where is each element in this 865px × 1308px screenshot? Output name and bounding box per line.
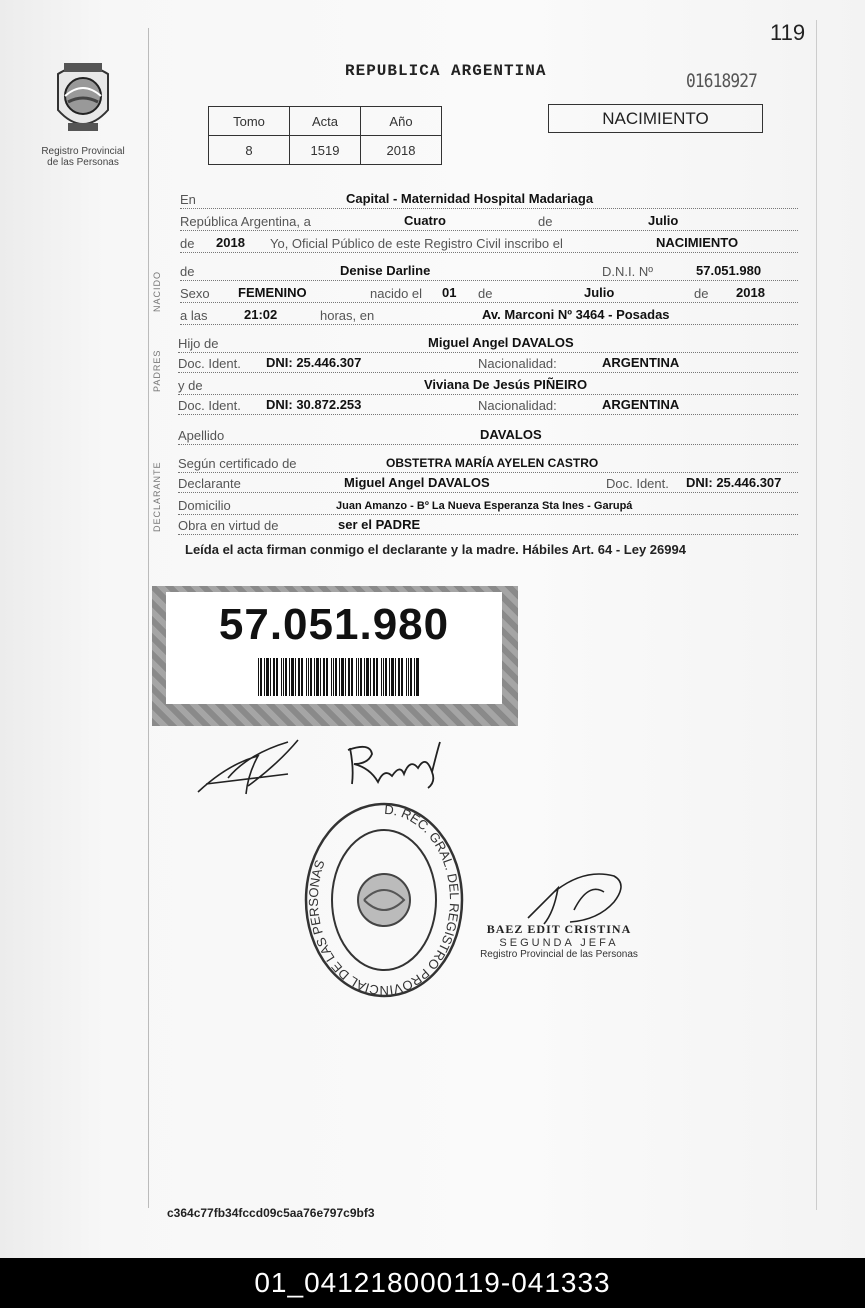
barcode-bar (310, 658, 312, 696)
dni-sticker (152, 586, 518, 726)
side-label-nacido: NACIDO (152, 270, 162, 312)
label-de-4: de (478, 286, 493, 301)
barcode-bar (295, 658, 296, 696)
register-header-tomo: Tomo (209, 107, 290, 136)
label-sexo: Sexo (180, 286, 210, 301)
side-label-padres: PADRES (152, 349, 162, 392)
label-nacionalidad-1: Nacionalidad: (478, 356, 557, 371)
barcode-bar (383, 658, 384, 696)
seal-outer-text: D. REC. GRAL. DEL REGISTRO PROVINCIAL DE LAS PERSONAS (305, 801, 462, 998)
label-doc-ident-1: Doc. Ident. (178, 356, 241, 371)
barcode-bar (351, 658, 353, 696)
label-de-5: de (694, 286, 709, 301)
dni-sticker-number: 57.051.980 (218, 600, 450, 649)
value-nac-mes: Julio (584, 285, 615, 300)
register-value-acta: 1519 (290, 136, 361, 165)
label-republica: República Argentina, a (180, 214, 311, 229)
barcode-bar (385, 658, 387, 696)
value-hora: 21:02 (244, 307, 278, 322)
register-table (208, 106, 442, 165)
barcode-bar (281, 658, 282, 696)
line-obra-virtud (178, 518, 798, 535)
barcode-bar (273, 658, 275, 696)
label-horas-en: horas, en (320, 308, 375, 323)
official-role: SEGUNDA JEFA (499, 937, 619, 949)
line-hora (180, 308, 798, 325)
line-declarante (178, 476, 798, 493)
serial-number: 01618927 (686, 70, 757, 92)
barcode-bar (410, 658, 412, 696)
declarant-signature (188, 734, 310, 804)
barcode-bar (345, 658, 346, 696)
barcode-bar (391, 658, 394, 696)
barcode-bar (260, 658, 262, 696)
label-de-2: de (180, 236, 195, 251)
barcode-bar (270, 658, 271, 696)
barcode-bar (395, 658, 396, 696)
barcode-bar (376, 658, 378, 696)
value-lugar: Capital - Maternidad Hospital Madariaga (346, 191, 594, 206)
barcode-bar (358, 658, 359, 696)
barcode-bar (406, 658, 407, 696)
barcode-bar (306, 658, 307, 696)
barcode-bar (301, 658, 303, 696)
label-hijo-de: Hijo de (178, 336, 219, 351)
value-lugar-nac: Av. Marconi Nº 3464 - Posadas (482, 307, 670, 322)
line-en (180, 192, 798, 209)
label-a-las: a las (180, 308, 208, 323)
footer-file-id: 01_041218000119-041333 (0, 1258, 865, 1308)
barcode-bar (381, 658, 382, 696)
value-madre-doc: DNI: 30.872.253 (266, 397, 362, 412)
label-obra-virtud: Obra en virtud de (178, 518, 279, 533)
province-emblem-icon (48, 60, 118, 140)
barcode-bar (314, 658, 315, 696)
value-nac-dia: 01 (442, 285, 457, 300)
value-nac-anio: 2018 (736, 285, 765, 300)
value-certificado: OBSTETRA MARÍA AYELEN CASTRO (386, 456, 599, 470)
label-apellido: Apellido (178, 428, 225, 443)
document-type-box: NACIMIENTO (548, 104, 763, 133)
barcode-bar (333, 658, 334, 696)
register-header-acta: Acta (290, 107, 361, 136)
line-padre (178, 336, 798, 353)
barcode-bar (289, 658, 290, 696)
value-padre-doc: DNI: 25.446.307 (266, 355, 362, 370)
label-y-de: y de (178, 378, 203, 393)
label-doc-ident-2: Doc. Ident. (178, 398, 241, 413)
value-obra-virtud: ser el PADRE (338, 517, 421, 532)
document-title: REPUBLICA ARGENTINA (345, 62, 547, 80)
logo-caption-line-1: Registro Provincial (41, 146, 125, 157)
line-fecha (180, 214, 798, 231)
register-value-tomo: 8 (209, 136, 290, 165)
barcode-bar (285, 658, 287, 696)
value-declarante: Miguel Angel DAVALOS (344, 475, 490, 490)
barcode-bar (298, 658, 300, 696)
registry-seal (302, 800, 466, 998)
label-de-1: de (538, 214, 553, 229)
barcode-bar (283, 658, 284, 696)
barcode-bar (323, 658, 325, 696)
line-domicilio (178, 498, 798, 515)
value-dia: Cuatro (404, 213, 446, 228)
line-anio (180, 236, 798, 253)
value-dni: 57.051.980 (696, 263, 762, 278)
register-header-anio: Año (361, 107, 442, 136)
barcode-bar (398, 658, 400, 696)
register-table-header-row (209, 107, 442, 136)
line-certificado (178, 456, 798, 473)
label-nacionalidad-2: Nacionalidad: (478, 398, 557, 413)
page-number: 119 (770, 20, 806, 45)
barcode-bar (366, 658, 369, 696)
official-organization: Registro Provincial de las Personas (480, 949, 638, 960)
barcode-bar (370, 658, 371, 696)
dni-sticker-label (166, 592, 502, 704)
label-en: En (180, 192, 196, 207)
barcode-bar (331, 658, 332, 696)
barcode-bar (320, 658, 321, 696)
barcode-bar (408, 658, 409, 696)
label-declarante: Declarante (178, 476, 241, 491)
label-doc-ident-3: Doc. Ident. (606, 476, 669, 491)
value-padre-nac: ARGENTINA (602, 355, 680, 370)
label-dni: D.N.I. Nº (602, 264, 653, 279)
barcode-bar (356, 658, 357, 696)
line-sexo (180, 286, 798, 303)
line-madre-doc (178, 398, 798, 415)
barcode-bar (276, 658, 278, 696)
label-de-3: de (180, 264, 195, 279)
barcode-bar (316, 658, 319, 696)
value-apellido: DAVALOS (480, 427, 542, 442)
barcode-bar (416, 658, 419, 696)
barcode-bar (339, 658, 340, 696)
label-domicilio: Domicilio (178, 498, 231, 513)
value-tipo-inscripcion: NACIMIENTO (656, 235, 739, 250)
value-padre: Miguel Angel DAVALOS (428, 335, 574, 350)
line-padre-doc (178, 356, 798, 373)
barcode-bar (335, 658, 337, 696)
barcode-bar (389, 658, 390, 696)
document-hash: c364c77fb34fccd09c5aa76e797c9bf3 (167, 1206, 375, 1220)
barcode-bar (348, 658, 350, 696)
barcode-bar (414, 658, 415, 696)
line-apellido (178, 428, 798, 445)
register-table-value-row (209, 136, 442, 165)
value-madre: Viviana De Jesús PIÑEIRO (424, 377, 588, 392)
barcode-bar (360, 658, 362, 696)
line-madre (178, 378, 798, 395)
value-sexo: FEMENINO (238, 285, 307, 300)
barcode-bar (291, 658, 294, 696)
label-yo-oficial: Yo, Oficial Público de este Registro Civil inscribo el (270, 236, 563, 251)
label-nacido-el: nacido el (370, 286, 423, 301)
barcode-bar (258, 658, 259, 696)
value-nombre: Denise Darline (340, 263, 431, 278)
value-anio: 2018 (216, 235, 245, 250)
register-value-anio: 2018 (361, 136, 442, 165)
logo-caption-line-2: de las Personas (47, 157, 119, 168)
right-margin-line (816, 20, 817, 1210)
barcode-bar (401, 658, 403, 696)
official-stamp (474, 922, 644, 960)
barcode-bar (264, 658, 265, 696)
logo-caption (28, 146, 138, 168)
barcode-bar (364, 658, 365, 696)
barcode-bar (266, 658, 269, 696)
mother-signature (340, 738, 452, 798)
barcode-bar (326, 658, 328, 696)
barcode-bar (341, 658, 344, 696)
official-name: BAEZ EDIT CRISTINA (486, 922, 632, 936)
side-label-declarante: DECLARANTE (152, 461, 162, 532)
barcode-bar (308, 658, 309, 696)
label-segun-certificado: Según certificado de (178, 456, 297, 471)
barcode-icon (258, 658, 422, 696)
closing-statement: Leída el acta firman conmigo el declarante y la madre. Hábiles Art. 64 - Ley 26994 (185, 542, 686, 557)
value-mes: Julio (648, 213, 679, 228)
left-margin-line (148, 28, 149, 1208)
value-domicilio: Juan Amanzo - Bº La Nueva Esperanza Sta Ines - Garupá (336, 500, 633, 512)
line-nombre (180, 264, 798, 281)
value-madre-nac: ARGENTINA (602, 397, 680, 412)
barcode-bar (373, 658, 375, 696)
value-declarante-doc: DNI: 25.446.307 (686, 475, 782, 490)
